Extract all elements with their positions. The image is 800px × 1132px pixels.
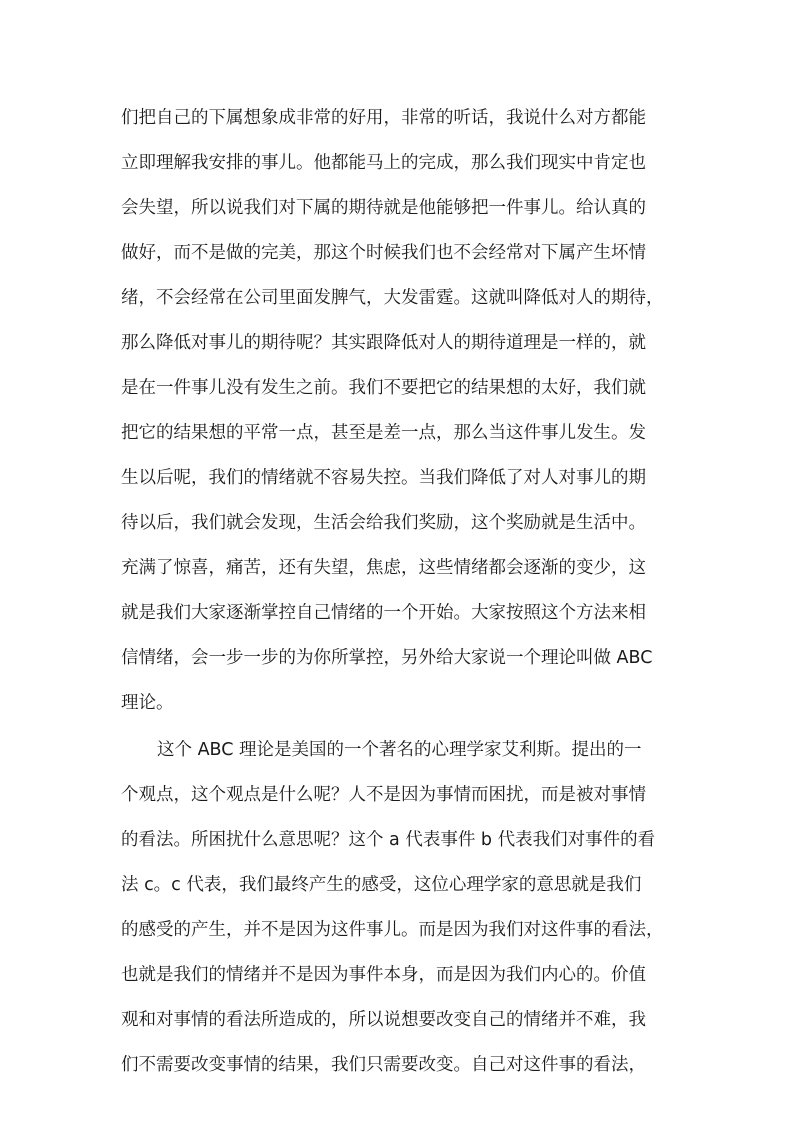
paragraph-1-line-5: 绪，不会经常在公司里面发脾气，大发雷霆。这就叫降低对人的期待， xyxy=(121,288,664,308)
paragraph-1-line-14: 理论。 xyxy=(121,693,174,713)
paragraph-2-line-6: 也就是我们的情绪并不是因为事件本身，而是因为我们内心的。价值 xyxy=(121,965,646,985)
paragraph-1-line-4: 做好，而不是做的完美，那这个时候我们也不会经常对下属产生坏情 xyxy=(121,243,646,263)
paragraph-2-line-2: 个观点，这个观点是什么呢？人不是因为事情而困扰，而是被对事情 xyxy=(121,785,646,805)
paragraph-1-line-7: 是在一件事儿没有发生之前。我们不要把它的结果想的太好，我们就 xyxy=(121,378,646,398)
paragraph-2-line-4: 法 c。c 代表，我们最终产生的感受，这位心理学家的意思就是我们 xyxy=(121,875,642,895)
paragraph-1-line-6: 那么降低对事儿的期待呢？其实跟降低对人的期待道理是一样的，就 xyxy=(121,333,646,353)
paragraph-1-line-1: 们把自己的下属想象成非常的好用，非常的听话，我说什么对方都能 xyxy=(121,108,646,128)
paragraph-1-line-10: 待以后，我们就会发现，生活会给我们奖励，这个奖励就是生活中。 xyxy=(121,513,646,533)
paragraph-1-line-2: 立即理解我安排的事儿。他都能马上的完成，那么我们现实中肯定也 xyxy=(121,153,646,173)
paragraph-1-line-3: 会失望，所以说我们对下属的期待就是他能够把一件事儿。给认真的 xyxy=(121,198,646,218)
paragraph-2-line-3: 的看法。所困扰什么意思呢？这个 a 代表事件 b 代表我们对事件的看 xyxy=(121,830,656,850)
paragraph-2-line-5: 的感受的产生，并不是因为这件事儿。而是因为我们对这件事的看法， xyxy=(121,920,664,940)
paragraph-1-line-13: 信情绪，会一步一步的为你所掌控，另外给大家说一个理论叫做 ABC xyxy=(121,648,653,668)
paragraph-2-line-7: 观和对事情的看法所造成的，所以说想要改变自己的情绪并不难，我 xyxy=(121,1010,646,1030)
paragraph-2-line-1: 这个 ABC 理论是美国的一个著名的心理学家艾利斯。提出的一 xyxy=(157,740,642,760)
paragraph-1-line-8: 把它的结果想的平常一点，甚至是差一点，那么当这件事儿发生。发 xyxy=(121,423,646,443)
paragraph-1-line-11: 充满了惊喜，痛苦，还有失望，焦虑，这些情绪都会逐渐的变少，这 xyxy=(121,558,646,578)
paragraph-2-line-8: 们不需要改变事情的结果，我们只需要改变。自己对这件事的看法， xyxy=(121,1055,646,1075)
paragraph-1-line-12: 就是我们大家逐渐掌控自己情绪的一个开始。大家按照这个方法来相 xyxy=(121,603,646,623)
paragraph-1-line-9: 生以后呢，我们的情绪就不容易失控。当我们降低了对人对事儿的期 xyxy=(121,468,646,488)
document-body xyxy=(121,0,681,1132)
